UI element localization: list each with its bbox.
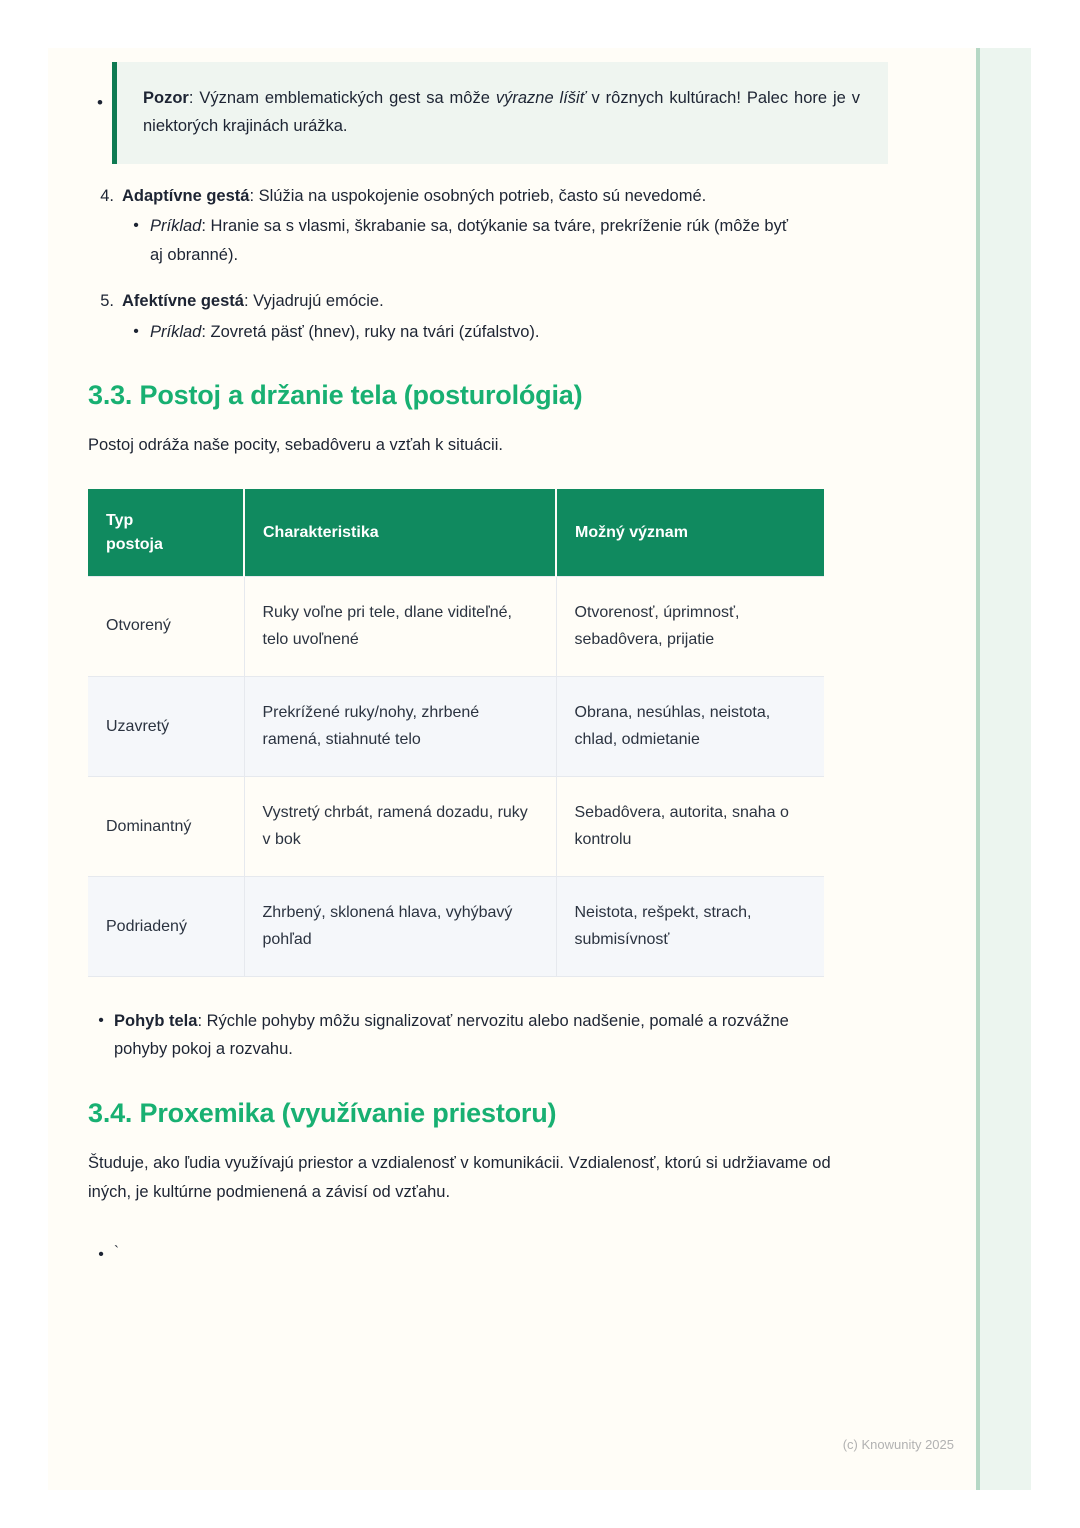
- table-header-row: [88, 489, 824, 576]
- trailing-list: [88, 1241, 888, 1269]
- trailing-bullet-text: `: [114, 1243, 119, 1261]
- sub-list-text: [150, 318, 802, 346]
- list-item-body: [122, 182, 802, 269]
- section-34-paragraph: Študuje, ako ľudia využívajú priestor a vzdialenosť v komunikácii. Vzdialenosť, ktorú si udržiavame od iných, je kultúrne podmienená a závisí od vzťahu.: [88, 1153, 831, 1201]
- example-label: Príklad: [150, 217, 202, 236]
- bullet-icon: [122, 318, 150, 346]
- list-item-number: 4.: [100, 187, 114, 206]
- movement-list: [88, 1007, 888, 1064]
- bullet-icon: [88, 62, 112, 111]
- callout-text: [143, 84, 860, 140]
- list-item-text: [122, 187, 706, 205]
- list-item-text: [122, 292, 384, 310]
- column-header-type-label: Typ postoja: [106, 512, 163, 553]
- cell-meaning: Obrana, nesúhlas, neistota, chlad, odmietanie: [556, 676, 824, 776]
- list-item: [88, 1241, 888, 1269]
- list-item-body: [122, 287, 802, 346]
- cell-characteristic: Prekrížené ruky/nohy, zhrbené ramená, stiahnuté telo: [244, 676, 556, 776]
- callout-text-before: : Význam emblematických gest sa môže: [188, 89, 496, 107]
- cell-type: Otvorený: [88, 576, 244, 676]
- example-text: : Zovretá päsť (hnev), ruky na tvári (zúfalstvo).: [201, 322, 540, 341]
- sub-list: [122, 318, 802, 346]
- copyright-watermark: (c) Knowunity 2025: [842, 1437, 954, 1452]
- cell-meaning: Neistota, rešpekt, strach, submisívnosť: [556, 876, 824, 976]
- cell-type: Podriadený: [88, 876, 244, 976]
- sub-list-item: [122, 318, 802, 346]
- table-body: [88, 576, 824, 976]
- bullet-icon: [88, 1241, 114, 1269]
- list-item: [88, 182, 888, 269]
- movement-text: [114, 1007, 814, 1064]
- example-label: Príklad: [150, 322, 202, 341]
- column-header-characteristic: Charakteristika: [244, 489, 556, 576]
- cell-meaning: Otvorenosť, úprimnosť, sebadôvera, prijatie: [556, 576, 824, 676]
- sub-list-item: [122, 212, 802, 269]
- cell-characteristic: Vystretý chrbát, ramená dozadu, ruky v bok: [244, 776, 556, 876]
- numbered-list: [88, 182, 888, 346]
- cell-type: Uzavretý: [88, 676, 244, 776]
- column-header-type: [88, 489, 244, 576]
- scrollbar-thumb[interactable]: [976, 48, 980, 1490]
- list-item-desc: : Vyjadrujú emócie.: [243, 292, 384, 311]
- example-text: : Hranie sa s vlasmi, škrabanie sa, dotýkanie sa tváre, prekríženie rúk (môže byť aj obranné).: [150, 217, 789, 264]
- cell-characteristic: Ruky voľne pri tele, dlane viditeľné, telo uvoľnené: [244, 576, 556, 676]
- list-item: [88, 1007, 888, 1064]
- list-item-term: Adaptívne gestá: [122, 187, 250, 206]
- table-head: [88, 489, 824, 576]
- callout-list-item: [88, 62, 888, 164]
- callout-emphasis: výrazne líšiť: [495, 89, 586, 107]
- cell-meaning: Sebadôvera, autorita, snaha o kontrolu: [556, 776, 824, 876]
- warning-callout: [112, 62, 888, 164]
- sub-list: [122, 212, 802, 269]
- list-item: [88, 287, 888, 346]
- column-header-meaning: Možný význam: [556, 489, 824, 576]
- cell-type: Dominantný: [88, 776, 244, 876]
- movement-term: Pohyb tela: [114, 1011, 198, 1030]
- bullet-icon: [88, 1007, 114, 1035]
- section-heading-34: 3.4. Proxemika (využívanie priestoru): [88, 1097, 557, 1128]
- bullet-icon: [122, 212, 150, 240]
- list-item-term: Afektívne gestá: [122, 292, 244, 311]
- scrollbar-track[interactable]: [976, 48, 1031, 1490]
- section-heading-33: 3.3. Postoj a držanie tela (posturológia): [88, 379, 583, 410]
- table-row: [88, 776, 824, 876]
- posture-table: [88, 489, 824, 977]
- table-row: [88, 676, 824, 776]
- document-page: [48, 48, 976, 1490]
- table-row: [88, 876, 824, 976]
- movement-desc: : Rýchle pohyby môžu signalizovať nervozitu alebo nadšenie, pomalé a rozvážne pohyby pokoj a rozvahu.: [114, 1011, 789, 1059]
- sub-list-text: [150, 212, 802, 269]
- section-33-lead: Postoj odráža naše pocity, sebadôveru a vzťah k situácii.: [88, 435, 503, 454]
- callout-label: Pozor: [143, 89, 189, 107]
- document-content: [88, 48, 888, 1269]
- table-row: [88, 576, 824, 676]
- list-item-desc: : Slúžia na uspokojenie osobných potrieb, často sú nevedomé.: [249, 187, 707, 206]
- cell-characteristic: Zhrbený, sklonená hlava, vyhýbavý pohľad: [244, 876, 556, 976]
- list-item-number: 5.: [100, 292, 114, 311]
- callout-text-after: v rôznych kultúrach! Palec hore je v niektorých krajinách urážka.: [143, 89, 860, 136]
